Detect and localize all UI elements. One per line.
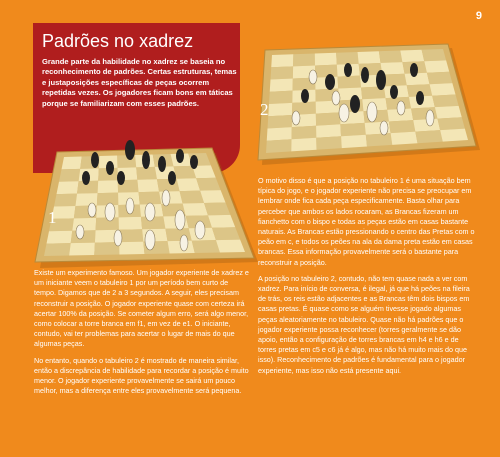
board-square: [212, 227, 240, 240]
page-number: 9: [475, 10, 482, 22]
board-square: [98, 180, 119, 193]
board-2-label: 2: [260, 100, 269, 119]
paragraph: O motivo disso é que a posição no tabuleiro 1 é uma situação bem típica do jogo, e o jogador experiente não precisa se preocupar em lembrar onde fica cada peça especificamente. Basta olhar para perceber que ambos os lados rocaram, as Brancas fizeram um fianchetto com o bispo e todas as peças estão em casas bastante naturais. As Brancas estão pressionando o centro das Pretas com o peão em c, e todos os peões na ala da dama preta estão em casas brancas. Essa informação provavelmente será o bastante para reconstruir a posição.: [258, 176, 475, 267]
board-square: [119, 229, 143, 242]
board-square: [119, 217, 143, 230]
board-square: [216, 240, 245, 253]
paragraph: A posição no tabuleiro 2, contudo, não tem quase nada a ver com xadrez. Para início de conversa, é ilegal, já que há peões na fileira de trás, os reis estão adjacentes e as Brancas têm dois bispos em casas pretas. É quase como se alguém tivesse jogado algumas peças aleatoriamente no tabuleiro. Quase não há padrões que o jogador experiente possa reconhecer (torres geralmente se dão apoio, então a configuração de torres brancas em h4 e h6 e de torres pretas em c5 e c6 já é algo, mas não há muito mais do que isso). Reconhecimento de padrões é fundamental para o jogador experiente, mas isso não está presente aqui.: [258, 273, 470, 375]
board-square: [62, 157, 82, 170]
board-square: [59, 169, 80, 182]
board-square: [119, 242, 144, 255]
board-square: [54, 194, 77, 207]
board-square: [192, 240, 220, 253]
board-square: [72, 218, 96, 231]
paragraph: Existe um experimento famoso. Um jogador experiente de xadrez e um iniciante veem o tabuleiro 1 por um período bem curto de tempo. Digamos que de 2 a 3 segundos. A seguir, eles precisam reconstruir a posição. O jogador experiente quase com certeza irá acertar 100% da posição. Se cometer algum erro, será algo menor, como colocar a torre branca em f1, em vez de e1. O iniciante, contudo, vai ter problemas para acertar o lugar de mais do que algumas peças.: [34, 268, 249, 349]
board-1-label: 1: [48, 208, 57, 227]
board-square: [69, 243, 95, 256]
board-square: [157, 179, 180, 192]
intro-text: Grande parte da habilidade no xadrez se baseia no reconhecimento de padrões. Certas estruturas, temas e justaposições específicas de peças ocorrem repetidas vezes. Os jogadores ficam bons em táticas porque se familiarizam com esses padrões.: [42, 57, 237, 108]
board-square: [44, 243, 71, 256]
board-square: [139, 192, 162, 205]
board-square: [177, 178, 201, 191]
board-square: [180, 191, 204, 204]
board-square: [97, 193, 118, 206]
left-column: [34, 268, 249, 402]
right-column: [258, 176, 478, 382]
board-square: [57, 181, 79, 194]
page-title: Padrões no xadrez: [42, 31, 194, 51]
paragraph: No entanto, quando o tabuleiro 2 é mostrado de maneira similar, então a discrepância de habilidade para recordar a posição é muito menor. O jogador experiente provavelmente se sairá um pouco melhor, mas a diferença entre eles provavelmente será pequena.: [34, 355, 249, 396]
board-square: [137, 179, 159, 192]
board-square: [47, 231, 73, 244]
board-square: [183, 203, 208, 216]
